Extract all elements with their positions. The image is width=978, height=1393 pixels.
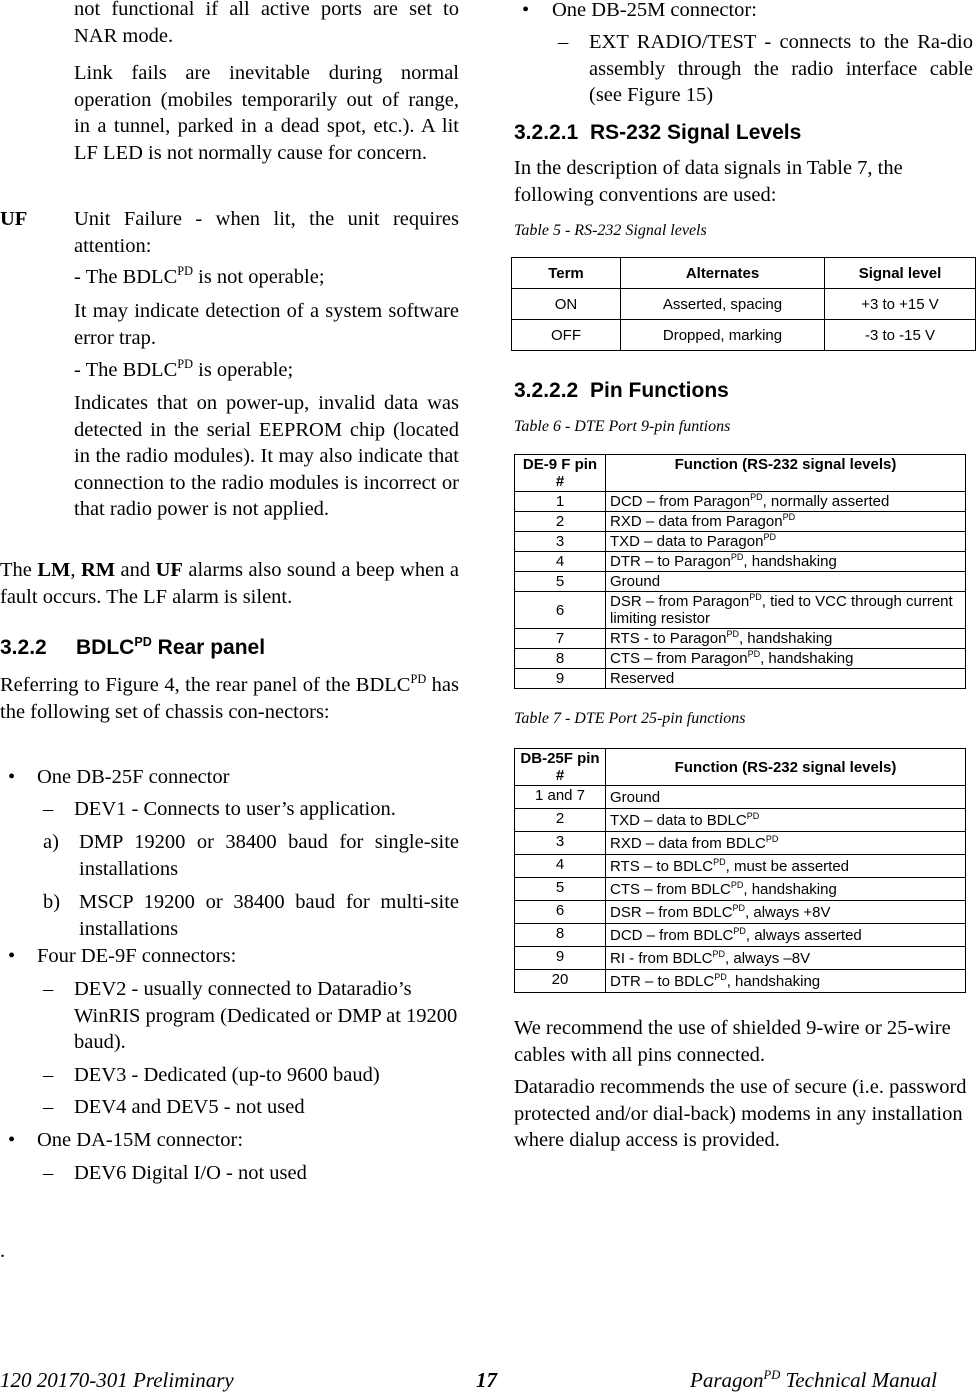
pin-number: 6 [515,901,606,924]
pin-function: DCD – from Paragon$^{PD}$, normally asserted [606,492,966,512]
table-row [515,552,966,572]
alarms-paragraph: The LM, RM and UF alarms also sound a beep when a fault occurs. The LF alarm is silent. [0,559,459,608]
uf-not-operable-desc: It may indicate detection of a system software error trap. [74,300,459,349]
table-9pin-functions [514,454,966,689]
bullet-icon: • [8,766,16,788]
uf-not-operable: - The $BDLC^{PD}$ is not operable; [74,264,325,288]
pin-number: 1 [515,492,606,512]
pin-number: 9 [515,669,606,689]
dash-icon: – [43,798,54,820]
dash-icon: – [558,31,569,53]
pin-number: 8 [515,649,606,669]
table-header-row: DB-25F pin # Function (RS-232 signal levels) [515,749,966,786]
pin-function: DSR – from Paragon$^{PD}$, tied to VCC through current limiting resistor [606,592,966,629]
dash-icon: – [43,1096,54,1118]
table-row: ON Asserted, spacing +3 to +15 V [512,289,976,320]
dash-icon: – [43,1064,54,1086]
uf-term: UF [0,208,28,230]
section-number: 3.2.2 [0,636,47,659]
secure-modems-paragraph: Dataradio recommends the use of secure (i.e. password protected and/or dial-back) modems in any installation where dialup access is provided. [514,1076,967,1151]
bullet-icon: • [522,0,530,21]
section-heading-rear-panel [0,636,460,660]
pin-function: DTR – to Paragon$^{PD}$, handshaking [606,552,966,572]
pin-function: RTS – to $BDLC^{PD}$, must be asserted [606,855,966,878]
table-row [515,947,966,970]
table-row [515,572,966,592]
shielded-cables-paragraph: We recommend the use of shielded 9-wire or 25-wire cables with all pins connected. [514,1017,951,1066]
bullet-icon: • [8,1129,16,1151]
pin-number: 2 [515,512,606,532]
pin-function: CTS – from Paragon$^{PD}$, handshaking [606,649,966,669]
pin-function: DCD – from $BDLC^{PD}$, always asserted [606,924,966,947]
pin-function: Ground [606,786,966,809]
table-row [515,592,966,629]
pin-function: RXD – data from $BDLC^{PD}$ [606,832,966,855]
table-row [515,786,966,809]
table-row [515,809,966,832]
pin-number: 9 [515,947,606,970]
table-row [515,832,966,855]
pin-number: 8 [515,924,606,947]
pin-function: Ground [606,572,966,592]
dash-icon: – [43,978,54,1000]
pin-number: 6 [515,592,606,629]
table-row [515,492,966,512]
table-row [515,669,966,689]
table-row [515,532,966,552]
table-row [515,970,966,993]
section-heading-pin-functions: 3.2.2.2 Pin Functions [514,379,729,402]
pin-number: 7 [515,629,606,649]
lf-description: Link fails are inevitable during normal operation (mobiles temporarily out of range, in a tunnel, parked in a dead spot, etc.). A lit LF LED is not normally cause for concern. [74,62,459,164]
signal-levels-paragraph: In the description of data signals in Table 7, the following conventions are used: [514,157,903,206]
pin-function: Reserved [606,669,966,689]
pin-function: TXD – data to Paragon$^{PD}$ [606,532,966,552]
table-row [515,924,966,947]
table-25pin-functions [514,748,966,993]
pin-function: DSR – from $BDLC^{PD}$, always +8V [606,901,966,924]
footer-doc-number: 120 20170-301 Preliminary [0,1368,234,1392]
table-row [515,512,966,532]
pin-function: RTS - to Paragon$^{PD}$, handshaking [606,629,966,649]
table6-caption: Table 6 - DTE Port 9-pin funtions [514,418,731,435]
table-row [515,855,966,878]
table-row [515,901,966,924]
table-header-row: Term Alternates Signal level [512,258,976,289]
footer-page-number: 17 [476,1368,497,1392]
pin-number: 1 and 7 [515,786,606,809]
pin-function: DTR – to $BDLC^{PD}$, handshaking [606,970,966,993]
table-row [515,649,966,669]
pin-number: 3 [515,832,606,855]
table-row: OFF Dropped, marking -3 to -15 V [512,320,976,351]
pin-number: 2 [515,809,606,832]
pin-number: 4 [515,855,606,878]
section-heading-signal-levels: 3.2.2.1 RS-232 Signal Levels [514,121,802,144]
pin-number: 4 [515,552,606,572]
pin-number: 20 [515,970,606,993]
footer-manual-title: Paragon$^{PD}$ Technical Manual [690,1368,938,1392]
uf-operable: - The $BDLC^{PD}$ is operable; [74,357,294,381]
table7-caption: Table 7 - DTE Port 25-pin functions [514,710,746,727]
table-signal-levels [511,257,976,351]
uf-operable-desc: Indicates that on power-up, invalid data was detected in the serial EEPROM chip (located in the radio modules). It may also indicate that connection to the radio modules is incorrect or that radio power is not applied. [74,392,459,520]
pin-function: RI - from $BDLC^{PD}$, always –8V [606,947,966,970]
section-title: $BDLC^{PD}$ Rear panel [76,635,266,659]
pin-function: RXD – data from Paragon$^{PD}$ [606,512,966,532]
pin-function: TXD – data to $BDLC^{PD}$ [606,809,966,832]
bullet-icon: • [8,945,16,967]
table-row [515,629,966,649]
lf-continued-text: not functional if all active ports are set to NAR mode. [74,0,459,47]
pin-function: CTS – from $BDLC^{PD}$, handshaking [606,878,966,901]
table5-caption: Table 5 - RS-232 Signal levels [514,222,707,239]
table-header-row: DE-9 F pin # Function (RS-232 signal levels) [515,455,966,492]
pin-number: 3 [515,532,606,552]
table-row [515,878,966,901]
rear-panel-intro: Referring to Figure 4, the rear panel of the $BDLC^{PD}$ has the following set of chassis con-nectors: [0,672,459,723]
pin-number: 5 [515,878,606,901]
dash-icon: – [43,1162,54,1184]
uf-description: Unit Failure - when lit, the unit requires attention: [74,208,459,257]
stray-dot: . [0,1240,6,1262]
pin-number: 5 [515,572,606,592]
